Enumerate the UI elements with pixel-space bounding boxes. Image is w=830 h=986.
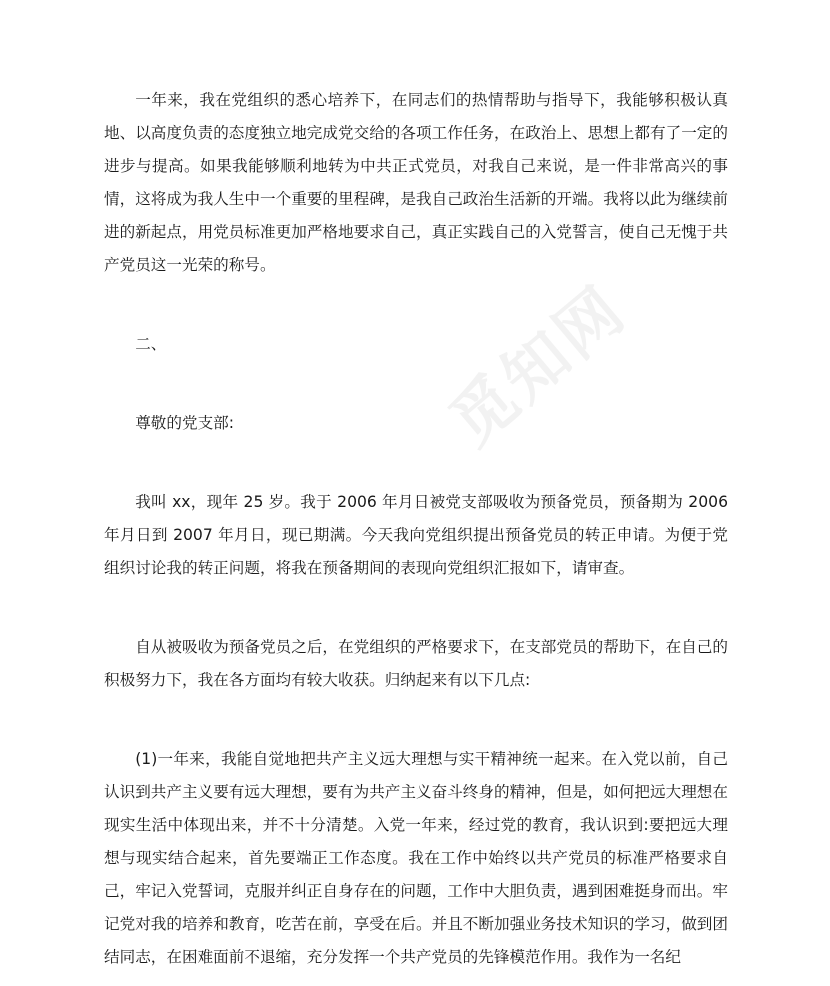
paragraph-introduction: 我叫 xx，现年 25 岁。我于 2006 年月日被党支部吸收为预备党员，预备期为 2006 年月日到 2007 年月日，现已期满。今天我向党组织提出预备党员的转正申请。为便于党组织讨论我的转正问题，将我在预备期间的表现向党组织汇报如下，请审查。 [104,493,728,577]
salutation: 尊敬的党支部: [135,414,235,432]
document-body [104,84,728,974]
paragraph-overview: 自从被吸收为预备党员之后，在党组织的严格要求下，在支部党员的帮助下，在自己的积极努力下，我在各方面均有较大收获。归纳起来有以下几点: [104,638,728,689]
paragraph-summary: 一年来，我在党组织的悉心培养下，在同志们的热情帮助与指导下，我能够积极认真地、以高度负责的态度独立地完成党交给的各项工作任务，在政治上、思想上都有了一定的进步与提高。如果我能够顺利地转为中共正式党员，对我自己来说，是一件非常高兴的事情，这将成为我人生中一个重要的里程碑，是我自己政治生活新的开端。我将以此为继续前进的新起点，用党员标准更加严格地要求自己，真正实践自己的入党誓言，使自己无愧于共产党员这一光荣的称号。 [104,91,728,274]
paragraph-point-1: (1)一年来，我能自觉地把共产主义远大理想与实干精神统一起来。在入党以前，自己认识到共产主义要有远大理想，要有为共产主义奋斗终身的精神，但是，如何把远大理想在现实生活中体现出来，并不十分清楚。入党一年来，经过党的教育，我认识到:要把远大理想与现实结合起来，首先要端正工作态度。我在工作中始终以共产党员的标准严格要求自己，牢记入党誓词，克服并纠正自身存在的问题，工作中大胆负责，遇到困难挺身而出。牢记党对我的培养和教育，吃苦在前，享受在后。并且不断加强业务技术知识的学习，做到团结同志，在困难面前不退缩，充分发挥一个共产党员的先锋模范作用。我作为一名纪 [104,750,728,966]
watermark-text: 觅知网 [436,272,641,461]
section-number: 二、 [135,335,167,353]
